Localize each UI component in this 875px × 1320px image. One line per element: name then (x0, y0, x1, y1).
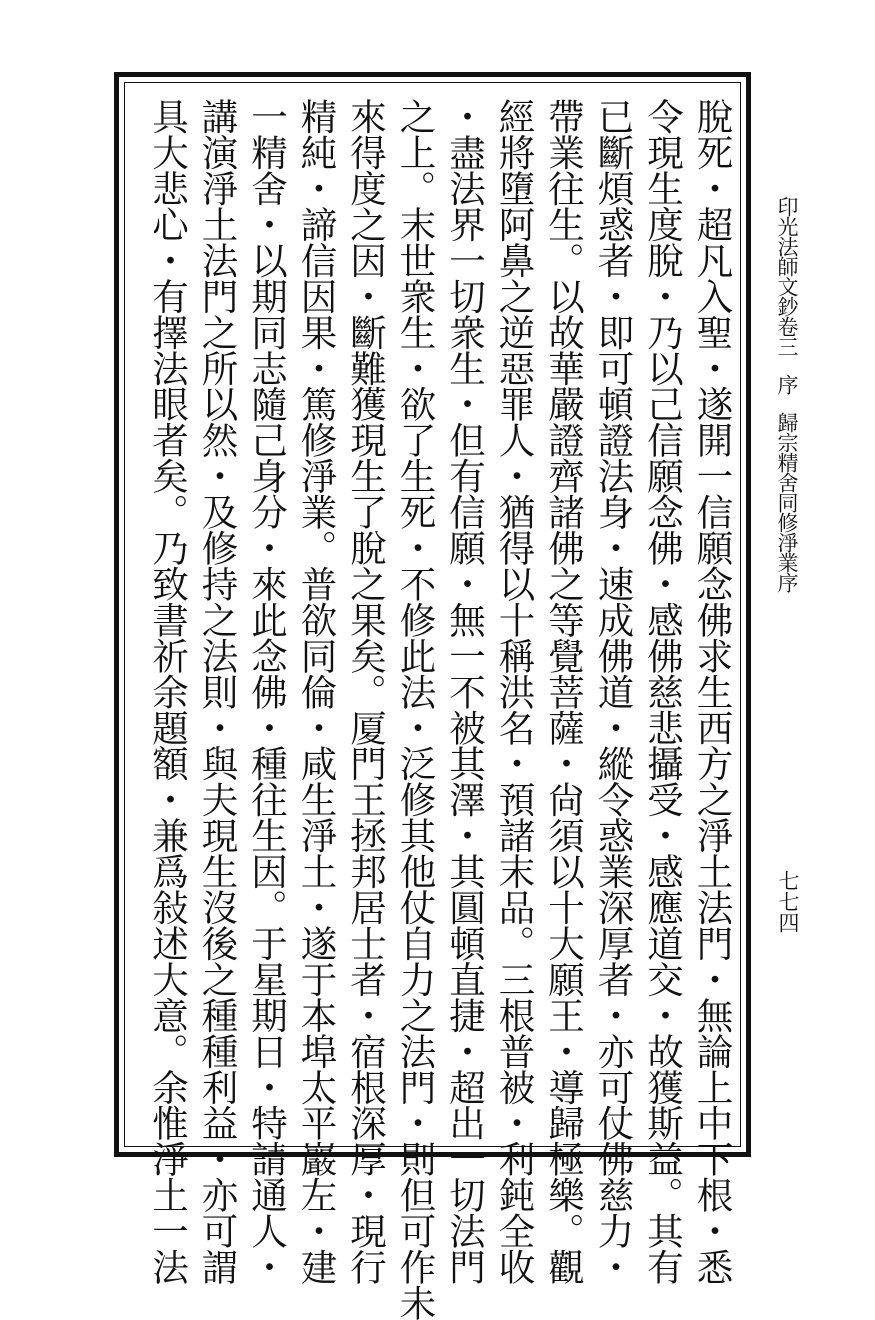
text-column-3: 已斷煩惑者・即可頓證法身・速成佛道・縱令惑業深厚者・亦可仗佛慈力・ (592, 98, 635, 1285)
section-label: 序 (775, 374, 799, 394)
page-number: 七七四 (776, 870, 800, 933)
text-column-5: 經將墮阿鼻之逆惡罪人・猶得以十稱洪名・預諸末品。三根普被・利鈍全收 (493, 98, 536, 1285)
text-column-6: ・盡法界一切衆生・但有信願・無一不被其澤・其圓頓直捷・超出一切法門 (443, 98, 487, 1285)
chapter-title: 歸宗精舍同修淨業序 (775, 412, 799, 592)
text-column-10: 一精舍・以期同志隨己身分・來此念佛・種往生因。于星期日・特請通人・ (245, 98, 289, 1285)
text-column-9: 精純・諦信因果・篤修淨業。普欲同倫・咸生淨土・遂于本埠太平巖左・建 (295, 98, 338, 1285)
text-column-8: 來得度之因・斷難獲現生了脫之果矣。厦門王拯邦居士者・宿根深厚・現行 (344, 98, 388, 1285)
text-column-2: 令現生度脫・乃以己信願念佛・感佛慈悲攝受・感應道交・故獲斯益。其有 (641, 98, 685, 1285)
text-column-7: 之上。末世衆生・欲了生死・不修此法・泛修其他仗自力之法門・則但可作未 (394, 98, 437, 1320)
main-text-block (143, 98, 737, 1320)
text-column-4: 帶業往生。以故華嚴證齊諸佛之等覺菩薩・尙須以十大願王・導歸極樂。觀 (542, 98, 586, 1285)
book-title: 印光法師文鈔卷三 (775, 196, 799, 356)
running-header (772, 196, 802, 666)
text-column-1: 脫死・超凡入聖・遂開一信願念佛求生西方之淨土法門・無論上中下根・悉 (691, 98, 734, 1285)
text-column-11: 講演淨土法門之所以然・及修持之法則・與夫現生沒後之種種利益・亦可謂 (196, 98, 239, 1285)
text-column-12: 具大悲心・有擇法眼者矣。乃致書祈余題額・兼爲敍述大意。余惟淨土一法 (146, 98, 190, 1285)
